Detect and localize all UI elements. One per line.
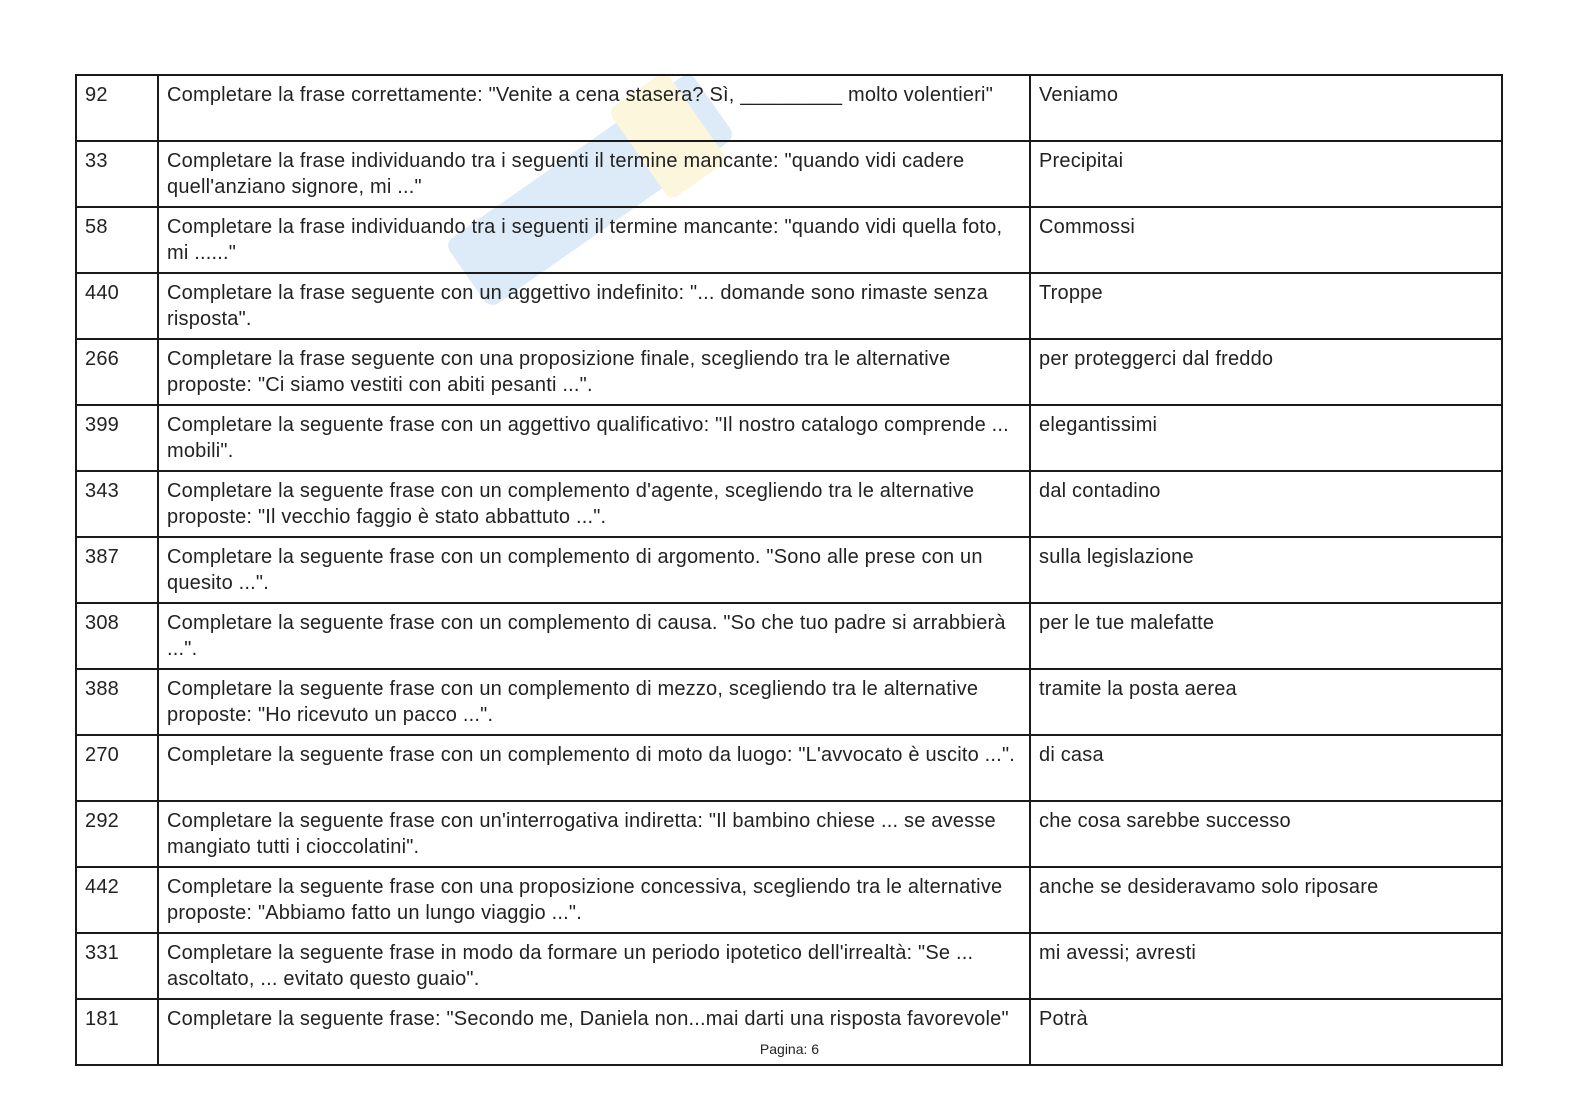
answer-text: Potrà [1030, 999, 1502, 1065]
answer-text: mi avessi; avresti [1030, 933, 1502, 999]
question-number: 270 [76, 735, 158, 801]
question-text: Completare la frase individuando tra i seguenti il termine mancante: "quando vidi cadere quell'anziano signore, mi ..." [158, 141, 1030, 207]
answer-text: anche se desideravamo solo riposare [1030, 867, 1502, 933]
question-text: Completare la seguente frase con un complemento di causa. "So che tuo padre si arrabbierà ...". [158, 603, 1030, 669]
answer-text: di casa [1030, 735, 1502, 801]
question-text: Completare la seguente frase con un complemento di moto da luogo: "L'avvocato è uscito ...". [158, 735, 1030, 801]
table-row [76, 801, 1502, 867]
question-number: 308 [76, 603, 158, 669]
question-text: Completare la frase seguente con una proposizione finale, scegliendo tra le alternative proposte: "Ci siamo vestiti con abiti pesanti ...". [158, 339, 1030, 405]
question-number: 388 [76, 669, 158, 735]
answer-text: dal contadino [1030, 471, 1502, 537]
question-number: 266 [76, 339, 158, 405]
question-text: Completare la frase seguente con un aggettivo indefinito: "... domande sono rimaste senza risposta". [158, 273, 1030, 339]
answer-text: Commossi [1030, 207, 1502, 273]
question-number: 92 [76, 75, 158, 141]
question-text: Completare la frase correttamente: "Venite a cena stasera? Sì, _________ molto volentieri" [158, 75, 1030, 141]
table-row [76, 75, 1502, 141]
answer-text: che cosa sarebbe successo [1030, 801, 1502, 867]
table-row [76, 339, 1502, 405]
answer-text: tramite la posta aerea [1030, 669, 1502, 735]
question-number: 33 [76, 141, 158, 207]
table-row [76, 141, 1502, 207]
question-number: 399 [76, 405, 158, 471]
question-text: Completare la seguente frase con un complemento di argomento. "Sono alle prese con un quesito ...". [158, 537, 1030, 603]
table-row [76, 933, 1502, 999]
question-number: 442 [76, 867, 158, 933]
table-row [76, 273, 1502, 339]
question-text: Completare la seguente frase con un complemento d'agente, scegliendo tra le alternative proposte: "Il vecchio faggio è stato abbattuto ...". [158, 471, 1030, 537]
question-text: Completare la seguente frase con un aggettivo qualificativo: "Il nostro catalogo comprende ... mobili". [158, 405, 1030, 471]
table-row [76, 867, 1502, 933]
table-row [76, 207, 1502, 273]
table-row [76, 537, 1502, 603]
question-number: 343 [76, 471, 158, 537]
answer-text: per proteggerci dal freddo [1030, 339, 1502, 405]
question-number: 58 [76, 207, 158, 273]
answer-text: elegantissimi [1030, 405, 1502, 471]
question-text: Completare la seguente frase: "Secondo me, Daniela non...mai darti una risposta favorevole" [158, 999, 1030, 1065]
table-row [76, 669, 1502, 735]
question-text: Completare la seguente frase con una proposizione concessiva, scegliendo tra le alternative proposte: "Abbiamo fatto un lungo viaggio ...". [158, 867, 1030, 933]
question-text: Completare la seguente frase in modo da formare un periodo ipotetico dell'irrealtà: "Se ... ascoltato, ... evitato questo guaio". [158, 933, 1030, 999]
question-number: 440 [76, 273, 158, 339]
table-row [76, 735, 1502, 801]
answer-text: Precipitai [1030, 141, 1502, 207]
answer-text: sulla legislazione [1030, 537, 1502, 603]
question-number: 387 [76, 537, 158, 603]
question-text: Completare la frase individuando tra i seguenti il termine mancante: "quando vidi quella foto, mi ......" [158, 207, 1030, 273]
table-row [76, 405, 1502, 471]
quiz-table [75, 74, 1503, 1066]
question-text: Completare la seguente frase con un complemento di mezzo, scegliendo tra le alternative proposte: "Ho ricevuto un pacco ...". [158, 669, 1030, 735]
question-number: 331 [76, 933, 158, 999]
answer-text: Veniamo [1030, 75, 1502, 141]
answer-text: Troppe [1030, 273, 1502, 339]
page-number: Pagina: 6 [759, 1041, 820, 1057]
answer-text: per le tue malefatte [1030, 603, 1502, 669]
question-text: Completare la seguente frase con un'interrogativa indiretta: "Il bambino chiese ... se avesse mangiato tutti i cioccolatini". [158, 801, 1030, 867]
question-number: 292 [76, 801, 158, 867]
table-row [76, 603, 1502, 669]
table-row [76, 471, 1502, 537]
question-number: 181 [76, 999, 158, 1065]
